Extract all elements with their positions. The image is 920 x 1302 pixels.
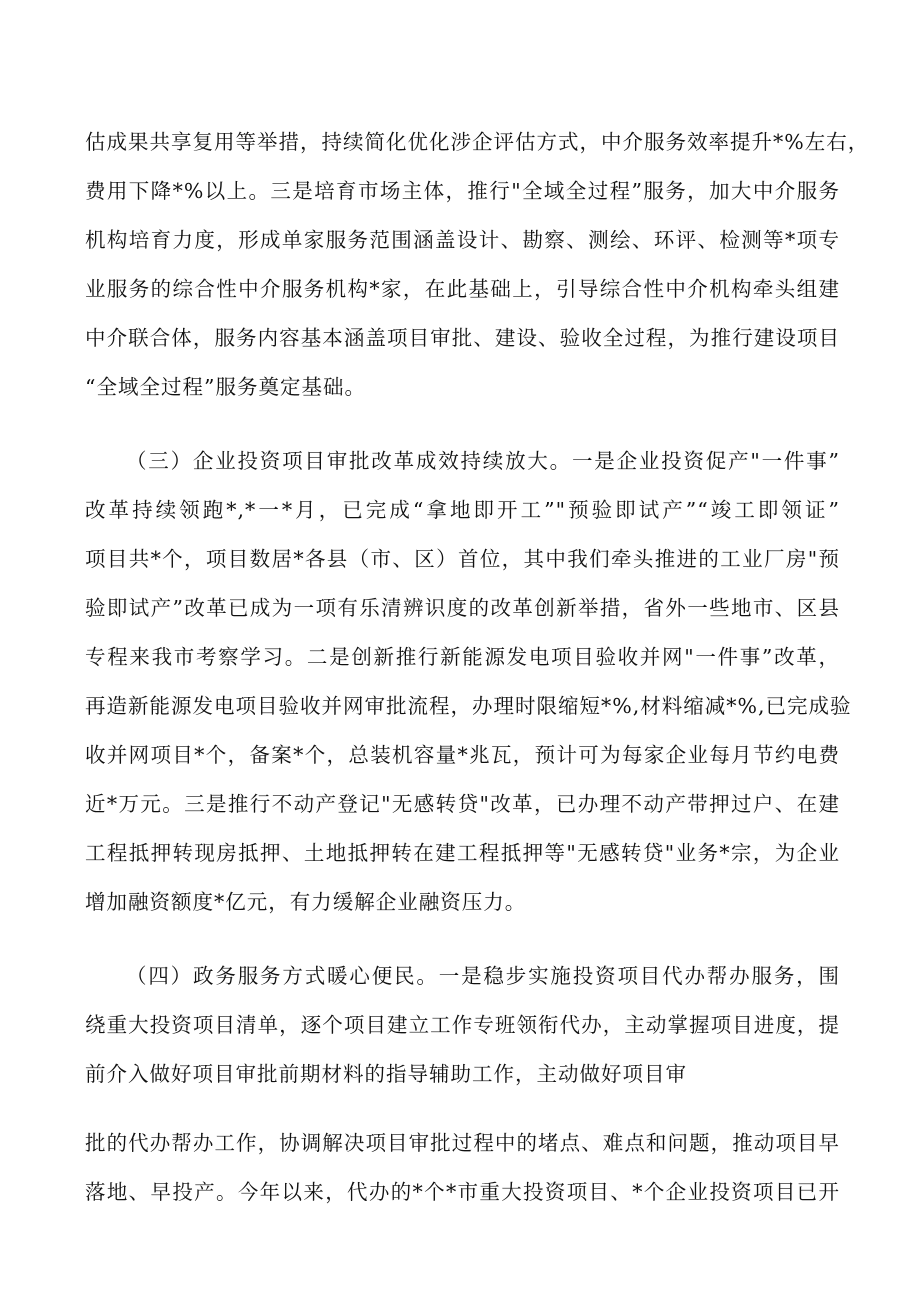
text-line: 收并网项目*个，备案*个，总装机容量*兆瓦，预计可为每家企业每月节约电费 [85,743,840,767]
text-line: 前介入做好项目审批前期材料的指导辅助工作，主动做好项目审 [85,1062,687,1086]
text-line: 业服务的综合性中介服务机构*家，在此基础上，引导综合性中介机构牵头组建 [85,277,840,301]
text-line: 批的代办帮办工作，协调解决项目审批过程中的堵点、难点和问题，推动项目早 [85,1131,840,1155]
paragraph-end-line: 增加融资额度*亿元，有力缓解企业融资压力。 [85,890,527,914]
text-line: 机构培育力度，形成单家服务范围涵盖设计、勘察、测绘、环评、检测等*项专 [85,228,840,252]
text-line: 项目共*个，项目数居*各县（市、区）首位，其中我们牵头推进的工业厂房"预 [85,547,840,571]
text-line: 改革持续领跑*,*一*月，已完成“拿地即开工”"预验即试产”“竣工即领证” [85,498,840,522]
paragraph-end-line: “全域全过程”服务奠定基础。 [85,375,366,399]
text-line: 绕重大投资项目清单，逐个项目建立工作专班领衔代办，主动掌握项目进度，提 [85,1013,840,1037]
text-line: 再造新能源发电项目验收并网审批流程，办理时限缩短*%,材料缩减*%,已完成验 [85,694,852,718]
text-line: 落地、早投产。今年以来，代办的*个*市重大投资项目、*个企业投资项目已开 [85,1180,840,1204]
text-line: 中介联合体，服务内容基本涵盖项目审批、建设、验收全过程，为推行建设项目 [85,326,840,350]
section-heading-line: （三）企业投资项目审批改革成效持续放大。一是企业投资促产"一件事” [126,449,840,473]
text-line: 近*万元。三是推行不动产登记"无感转贷"改革，已办理不动产带押过户、在建 [85,792,840,816]
text-line: 估成果共享复用等举措，持续简化优化涉企评估方式，中介服务效率提升*%左右， [85,130,870,154]
text-line: 工程抵押转现房抵押、土地抵押转在建工程抵押等"无感转贷"业务*宗，为企业 [85,841,840,865]
text-line: 费用下降*%以上。三是培育市场主体，推行"全域全过程”服务，加大中介服务 [85,179,840,203]
text-line: 验即试产”改革已成为一项有乐清辨识度的改革创新举措，省外一些地市、区县 [85,596,840,620]
section-heading-line: （四）政务服务方式暖心便民。一是稳步实施投资项目代办帮办服务，围 [126,964,840,988]
text-line: 专程来我市考察学习。二是创新推行新能源发电项目验收并网"一件事”改革， [85,645,840,669]
